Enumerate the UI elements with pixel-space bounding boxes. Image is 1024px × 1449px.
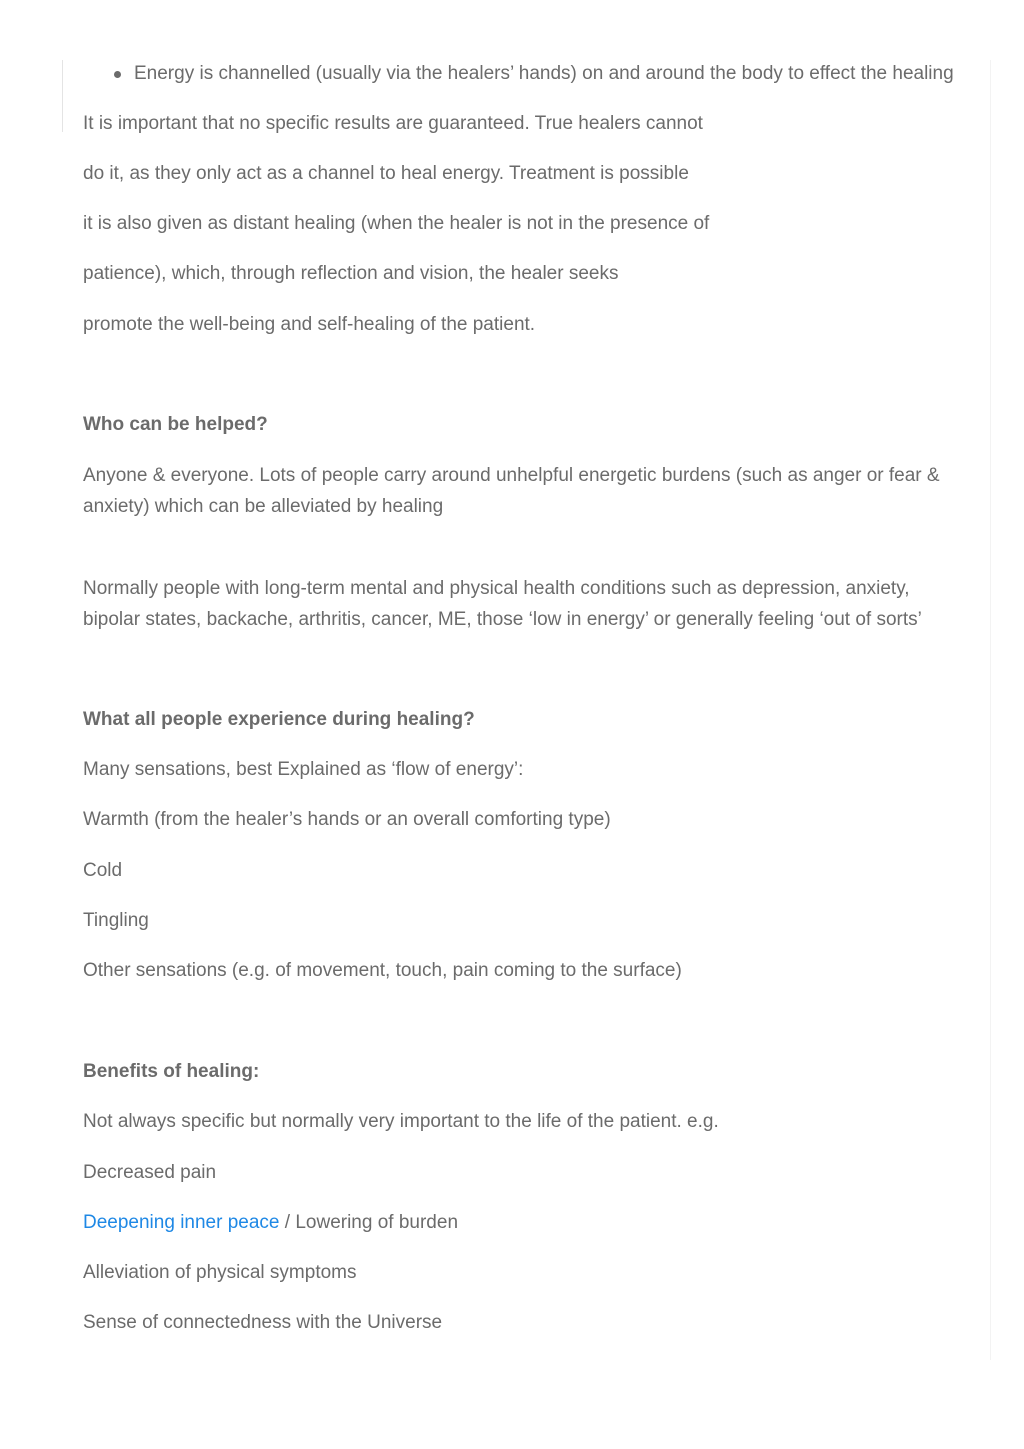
intro-line: It is important that no specific results are guaranteed. True healers cannot xyxy=(83,113,703,134)
intro-line: do it, as they only act as a channel to heal energy. Treatment is possible xyxy=(83,163,689,184)
benefit-item: Decreased pain xyxy=(83,1162,217,1183)
intro-line: promote the well-being and self-healing of the patient. xyxy=(83,314,536,335)
experience-line: Warmth (from the healer’s hands or an overall comforting type) xyxy=(83,809,611,830)
blockquote-rule xyxy=(62,60,63,132)
experience-line: Many sensations, best Explained as ‘flow of energy’: xyxy=(83,759,524,780)
experience-line: Tingling xyxy=(83,910,149,931)
section-heading-experience: What all people experience during healing? xyxy=(83,709,475,730)
page-edge-rule xyxy=(990,60,991,1360)
who-paragraph-2: Normally people with long-term mental and physical health conditions such as depression, anxiety, bipolar states, backache, arthritis, cancer, ME, those ‘low in energy’ or generally feeling ‘out of sorts’ xyxy=(83,578,922,630)
benefit-item xyxy=(83,1209,458,1237)
experience-line: Other sensations (e.g. of movement, touch, pain coming to the surface) xyxy=(83,960,682,981)
who-paragraph-1: Anyone & everyone. Lots of people carry around unhelpful energetic burdens (such as anger or fear & anxiety) which can be alleviated by healing xyxy=(83,465,940,517)
benefit-item-text: / Lowering of burden xyxy=(279,1212,459,1233)
section-heading-benefits: Benefits of healing: xyxy=(83,1061,260,1082)
list-item: Energy is channelled (usually via the healers’ hands) on and around the body to effect the healing xyxy=(113,60,954,88)
experience-line: Cold xyxy=(83,860,123,881)
benefit-item: Sense of connectedness with the Universe xyxy=(83,1312,443,1333)
benefits-intro: Not always specific but normally very important to the life of the patient. e.g. xyxy=(83,1111,719,1132)
section-heading-who: Who can be helped? xyxy=(83,414,268,435)
intro-line: it is also given as distant healing (when the healer is not in the presence of xyxy=(83,213,710,234)
intro-line: patience), which, through reflection and vision, the healer seeks xyxy=(83,263,619,284)
deepening-inner-peace-link[interactable]: Deepening inner peace xyxy=(83,1212,280,1233)
benefit-item: Alleviation of physical symptoms xyxy=(83,1262,357,1283)
bullet-list xyxy=(113,60,954,88)
